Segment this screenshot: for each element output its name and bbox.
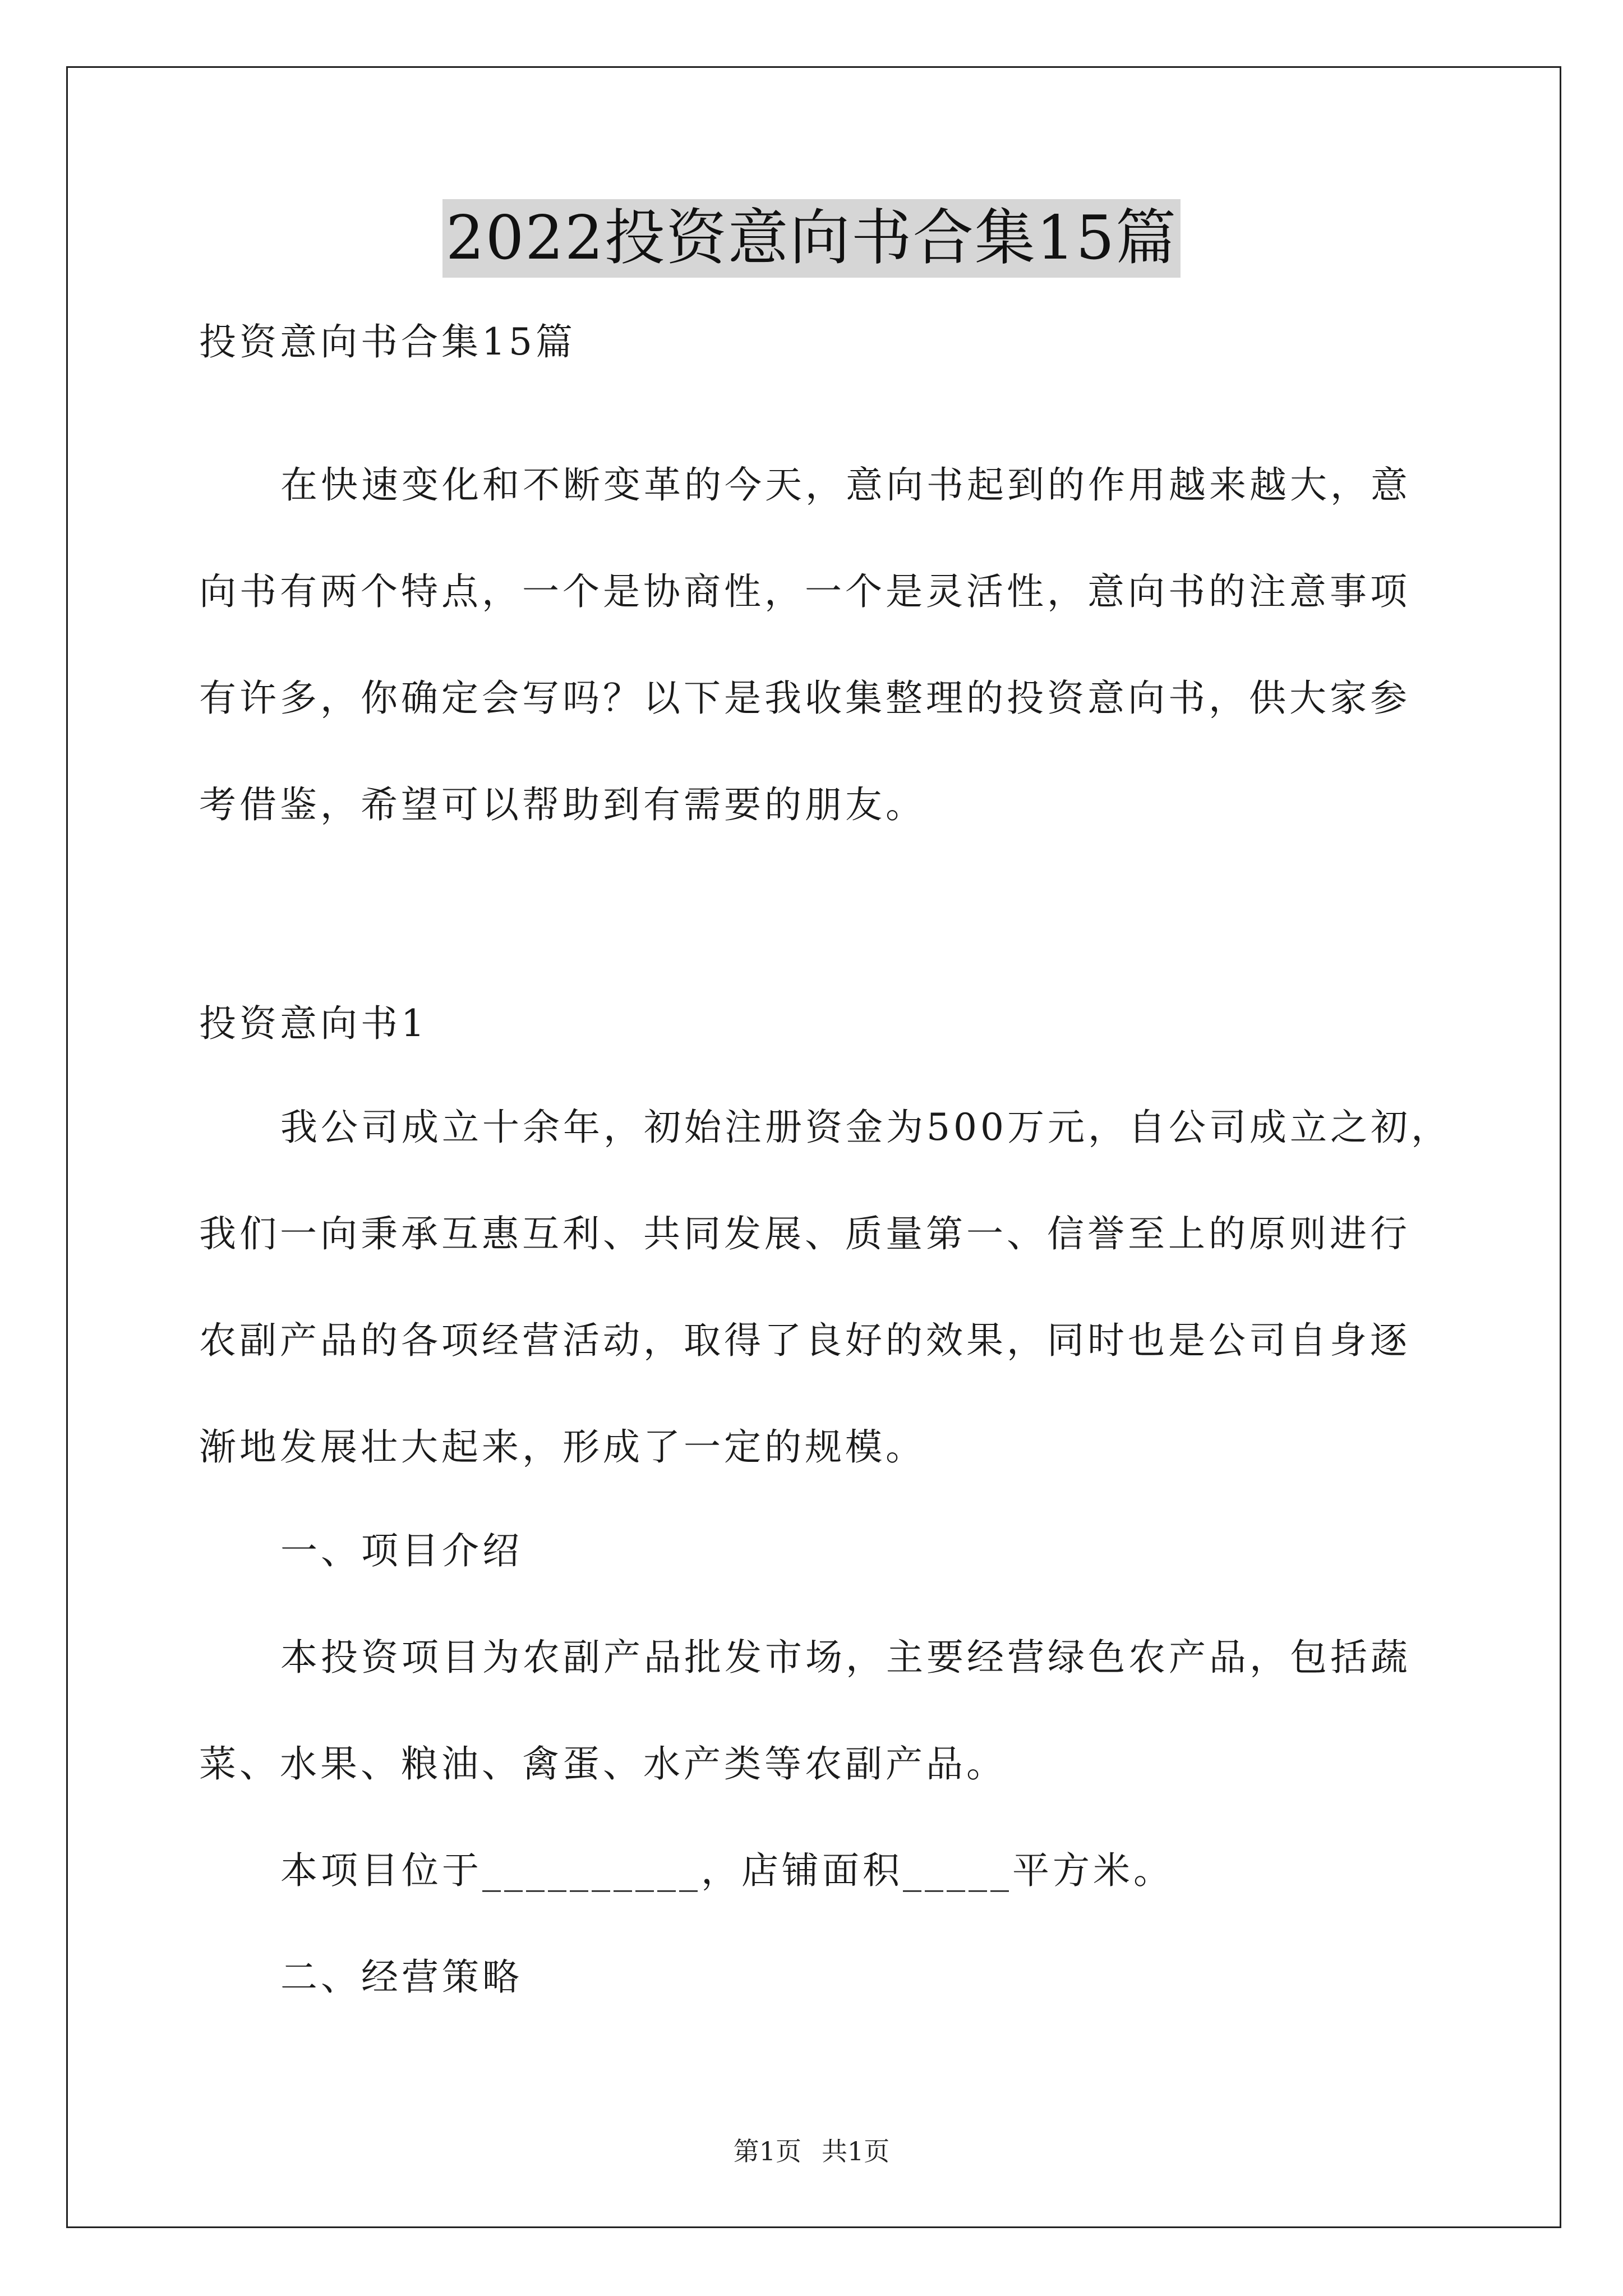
intro-line-3: 有许多，你确定会写吗？以下是我收集整理的投资意向书，供大家参: [199, 677, 1410, 720]
section-heading: 投资意向书1: [199, 1002, 428, 1045]
document-title: 2022投资意向书合集15篇: [442, 199, 1181, 278]
section-para-line-3: 农副产品的各项经营活动，取得了良好的效果，同时也是公司自身逐: [199, 1319, 1410, 1362]
page-total: 共1页: [822, 2136, 890, 2166]
item-heading-1: 一、项目介绍: [280, 1529, 523, 1572]
intro-line-1: 在快速变化和不断变革的今天，意向书起到的作用越来越大，意: [280, 463, 1411, 507]
title-wrapper: [0, 199, 1623, 278]
item-heading-2: 二、经营策略: [280, 1955, 523, 1999]
intro-line-4: 考借鉴，希望可以帮助到有需要的朋友。: [199, 783, 926, 826]
section-para-line-1: 我公司成立十余年，初始注册资金为500万元，自公司成立之初，: [280, 1106, 1451, 1149]
document-subtitle: 投资意向书合集15篇: [199, 320, 576, 364]
item-para-line-2: 菜、水果、粮油、禽蛋、水产类等农副产品。: [199, 1742, 1007, 1786]
section-para-line-4: 渐地发展壮大起来，形成了一定的规模。: [199, 1425, 926, 1469]
page-footer: [0, 2134, 1623, 2168]
location-line: 本项目位于__________，店铺面积_____平方米。: [280, 1849, 1174, 1892]
page-number: 第1页: [733, 2136, 801, 2166]
item-para-line-1: 本投资项目为农副产品批发市场，主要经营绿色农产品，包括蔬: [280, 1636, 1411, 1679]
section-para-line-2: 我们一向秉承互惠互利、共同发展、质量第一、信誉至上的原则进行: [199, 1212, 1410, 1255]
intro-line-2: 向书有两个特点，一个是协商性，一个是灵活性，意向书的注意事项: [199, 570, 1410, 613]
